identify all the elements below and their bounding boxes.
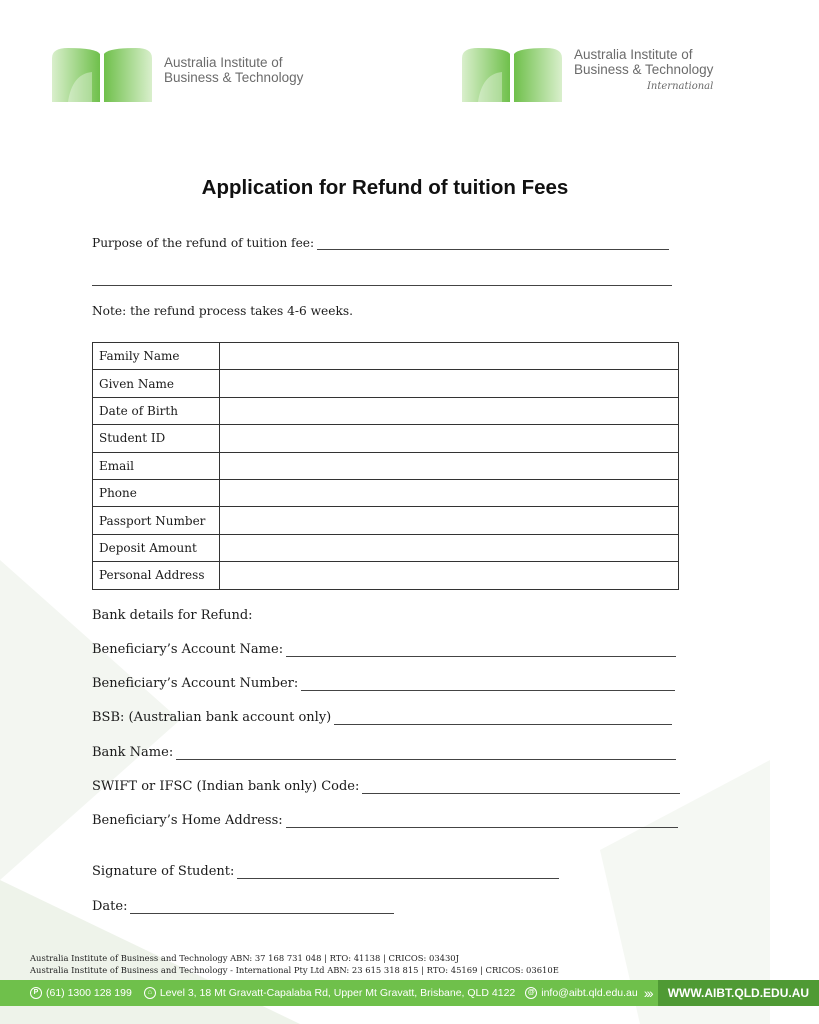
bank-field-blank-line[interactable] (286, 644, 676, 657)
bank-field-blank-line[interactable] (176, 747, 676, 760)
purpose-continuation-field[interactable] (92, 274, 672, 286)
bank-field-label: SWIFT or IFSC (Indian bank only) Code: (92, 779, 360, 794)
signature-field[interactable] (92, 864, 559, 879)
table-row (93, 507, 679, 534)
table-row (93, 343, 679, 370)
bank-field[interactable] (92, 813, 678, 828)
bank-details-heading: Bank details for Refund: (92, 608, 253, 623)
phone-icon: P (30, 987, 42, 999)
purpose-label: Purpose of the refund of tuition fee: (92, 236, 315, 250)
field-label: Passport Number (93, 507, 220, 534)
table-row (93, 370, 679, 397)
logo-subtitle: International (646, 80, 714, 92)
leaf-logo-icon (458, 44, 566, 106)
bank-field-blank-line[interactable] (334, 712, 672, 725)
footer-address (144, 987, 515, 999)
field-input-cell[interactable] (220, 397, 679, 424)
table-row (93, 425, 679, 452)
bank-field[interactable] (92, 779, 680, 794)
field-label: Student ID (93, 425, 220, 452)
footer-company-info (30, 952, 559, 976)
field-input-cell[interactable] (220, 562, 679, 589)
email-icon: @ (525, 987, 537, 999)
chevrons-right-icon: ››› (643, 985, 652, 1001)
footer-phone-text: (61) 1300 128 199 (46, 987, 132, 999)
table-row (93, 534, 679, 561)
field-input-cell[interactable] (220, 343, 679, 370)
field-input-cell[interactable] (220, 534, 679, 561)
purpose-blank-line[interactable] (317, 238, 669, 250)
field-input-cell[interactable] (220, 479, 679, 506)
bank-field-blank-line[interactable] (301, 678, 675, 691)
bank-field-label: Bank Name: (92, 745, 174, 760)
location-icon: ⌂ (144, 987, 156, 999)
purpose-field[interactable] (92, 236, 669, 250)
bank-field[interactable] (92, 676, 675, 691)
student-details-table (92, 342, 679, 590)
bank-field[interactable] (92, 642, 676, 657)
table-row (93, 479, 679, 506)
footer-line-2: Australia Institute of Business and Technology - International Pty Ltd ABN: 23 615 318 815 | RTO: 45169 | CRICOS: 03610E (30, 965, 559, 975)
footer-phone[interactable] (30, 987, 132, 999)
footer-email-text: info@aibt.qld.edu.au (541, 987, 638, 999)
field-label: Date of Birth (93, 397, 220, 424)
field-input-cell[interactable] (220, 370, 679, 397)
logo-line1: Australia Institute of (164, 55, 283, 70)
table-row (93, 562, 679, 589)
signature-label: Signature of Student: (92, 864, 235, 879)
date-blank-line[interactable] (130, 901, 394, 914)
footer-address-text: Level 3, 18 Mt Gravatt-Capalaba Rd, Upper Mt Gravatt, Brisbane, QLD 4122 (159, 987, 516, 999)
logo-line2: Business & Technology (164, 70, 304, 85)
aibt-logo (48, 44, 303, 106)
contact-footer-bar (0, 980, 810, 1006)
footer-website-link[interactable] (658, 980, 819, 1006)
bank-field-label: Beneficiary’s Home Address: (92, 813, 283, 828)
footer-line-1: Australia Institute of Business and Technology ABN: 37 168 731 048 | RTO: 41138 | CRICOS: 03430J (30, 953, 459, 963)
aibt-international-logo (458, 44, 713, 106)
field-label: Deposit Amount (93, 534, 220, 561)
bank-field-label: Beneficiary’s Account Number: (92, 676, 299, 691)
footer-website-text: WWW.AIBT.QLD.EDU.AU (667, 986, 810, 1000)
leaf-logo-icon (48, 44, 156, 106)
footer-email[interactable] (525, 987, 637, 999)
signature-blank-line[interactable] (237, 866, 559, 879)
field-input-cell[interactable] (220, 507, 679, 534)
bank-field[interactable] (92, 710, 672, 725)
bank-field[interactable] (92, 745, 676, 760)
bank-field-label: Beneficiary’s Account Name: (92, 642, 284, 657)
purpose-blank-line-2[interactable] (92, 274, 672, 286)
date-label: Date: (92, 899, 128, 914)
field-label: Phone (93, 479, 220, 506)
field-input-cell[interactable] (220, 425, 679, 452)
logo-line2: Business & Technology (574, 61, 714, 77)
form-title: Application for Refund of tuition Fees (201, 176, 569, 199)
logo-line1: Australia Institute of (574, 46, 693, 62)
bank-field-label: BSB: (Australian bank account only) (92, 710, 332, 725)
bank-field-blank-line[interactable] (362, 781, 680, 794)
table-row (93, 452, 679, 479)
field-input-cell[interactable] (220, 452, 679, 479)
table-row (93, 397, 679, 424)
date-field[interactable] (92, 899, 394, 914)
bank-field-blank-line[interactable] (286, 815, 678, 828)
field-label: Personal Address (93, 562, 220, 589)
field-label: Email (93, 452, 220, 479)
field-label: Given Name (93, 370, 220, 397)
field-label: Family Name (93, 343, 220, 370)
refund-note: Note: the refund process takes 4-6 weeks. (92, 304, 353, 318)
